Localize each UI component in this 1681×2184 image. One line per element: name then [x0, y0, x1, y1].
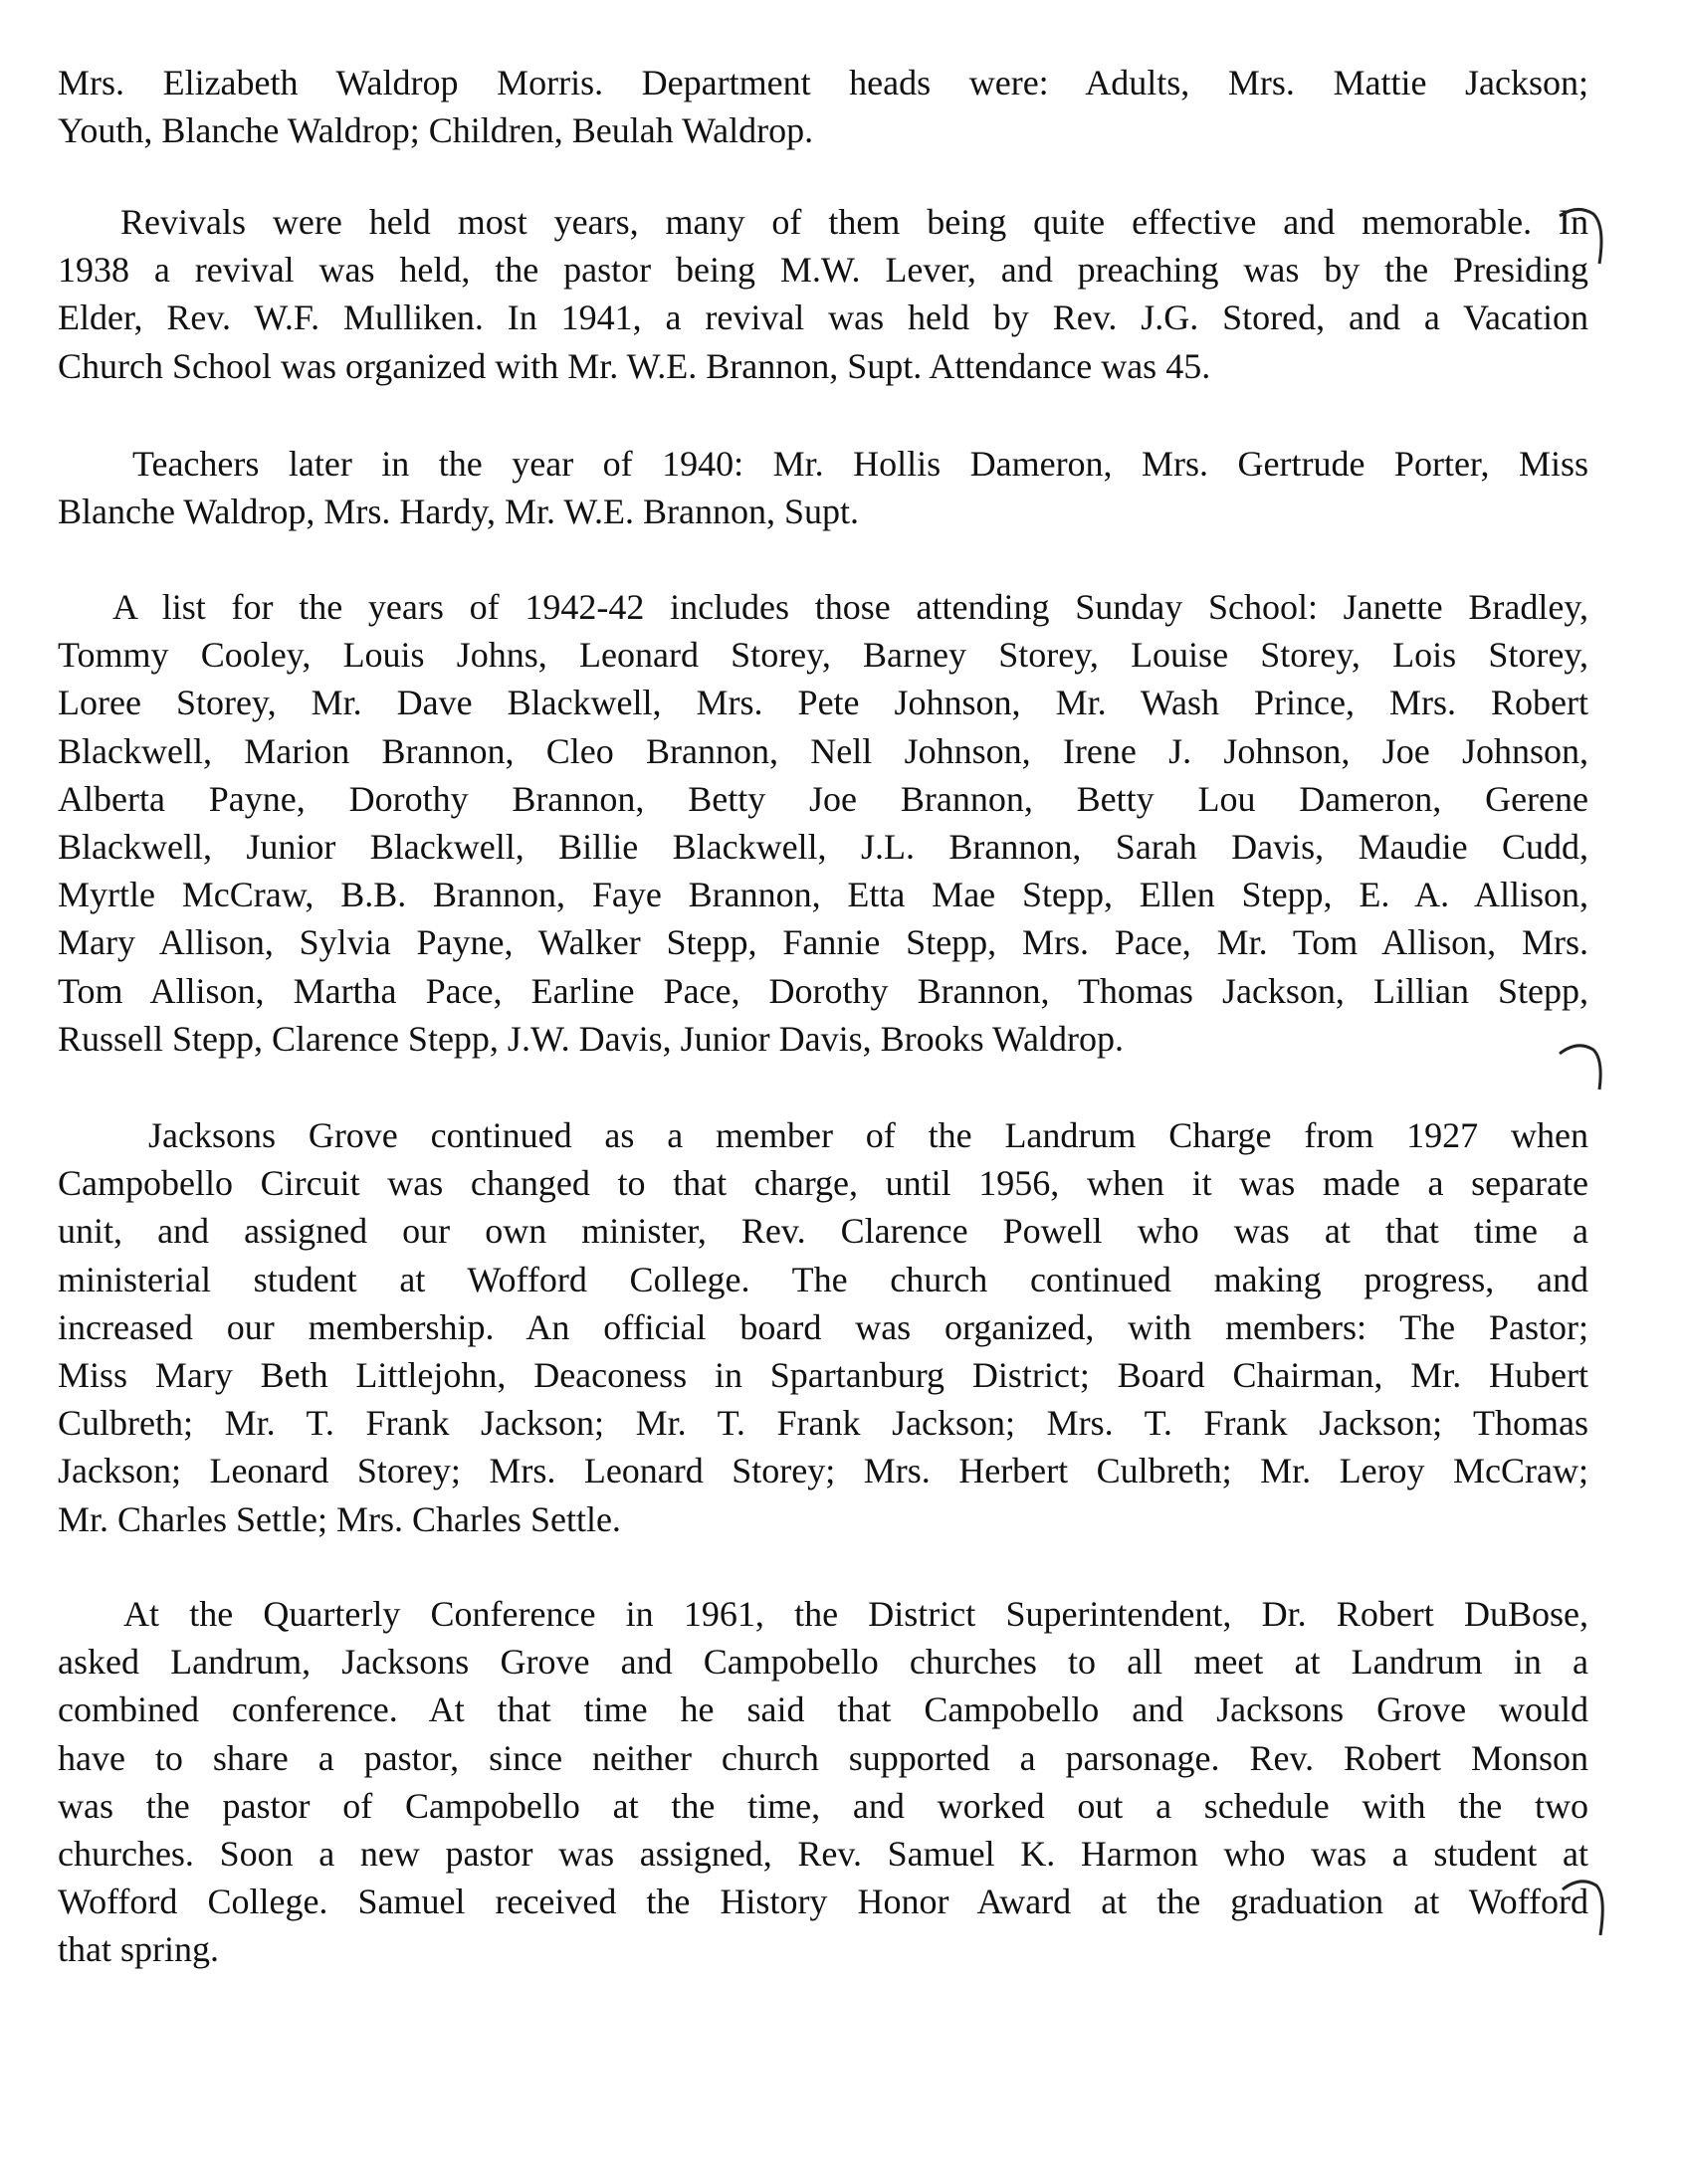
paragraph-quarterly-conference: [58, 1590, 1588, 1974]
text-line: Tom Allison, Martha Pace, Earline Pace, Dorothy Brannon, Thomas Jackson, Lillian Stepp,: [58, 970, 1588, 1011]
text-line: A list for the years of 1942-42 includes those attending Sunday School: Janette Bradley,: [112, 587, 1588, 627]
paragraph-landrum-charge: [58, 1111, 1588, 1543]
text-line: Youth, Blanche Waldrop; Children, Beulah Waldrop.: [58, 110, 814, 151]
text-line: ministerial student at Wofford College. The church continued making progress, and: [58, 1259, 1588, 1299]
text-line: Jackson; Leonard Storey; Mrs. Leonard Storey; Mrs. Herbert Culbreth; Mr. Leroy McCraw;: [58, 1451, 1588, 1491]
text-line: Blackwell, Junior Blackwell, Billie Blackwell, J.L. Brannon, Sarah Davis, Maudie Cudd,: [58, 826, 1588, 867]
paragraph-department-heads: [58, 59, 1588, 154]
text-line: Blackwell, Marion Brannon, Cleo Brannon, Nell Johnson, Irene J. Johnson, Joe Johnson,: [58, 730, 1588, 771]
text-line: asked Landrum, Jacksons Grove and Campobello churches to all meet at Landrum in a: [58, 1642, 1588, 1683]
text-line: Alberta Payne, Dorothy Brannon, Betty Joe Brannon, Betty Lou Dameron, Gerene: [58, 778, 1588, 819]
text-line: Church School was organized with Mr. W.E. Brannon, Supt. Attendance was 45.: [58, 345, 1211, 386]
text-line: At the Quarterly Conference in 1961, the District Superintendent, Dr. Robert DuBose,: [123, 1594, 1588, 1634]
paragraph-teachers-1940: [58, 440, 1588, 535]
text-line: Teachers later in the year of 1940: Mr. Hollis Dameron, Mrs. Gertrude Porter, Miss: [132, 444, 1588, 484]
text-line: Tommy Cooley, Louis Johns, Leonard Storey, Barney Storey, Louise Storey, Lois Storey,: [58, 635, 1588, 676]
text-line: Revivals were held most years, many of them being quite effective and memorable. In: [120, 202, 1588, 242]
text-line: Jacksons Grove continued as a member of the Landrum Charge from 1927 when: [148, 1115, 1588, 1155]
text-line: was the pastor of Campobello at the time, and worked out a schedule with the two: [58, 1785, 1588, 1826]
page-curl-mark: [1561, 1876, 1610, 1945]
text-line: Wofford College. Samuel received the History Honor Award at the graduation at Wofford: [58, 1882, 1588, 1922]
text-line: combined conference. At that time he said that Campobello and Jacksons Grove would: [58, 1689, 1588, 1730]
text-line: 1938 a revival was held, the pastor being M.W. Lever, and preaching was by the Presiding: [58, 250, 1588, 291]
text-line: Miss Mary Beth Littlejohn, Deaconess in Spartanburg District; Board Chairman, Mr. Hubert: [58, 1354, 1588, 1395]
text-line: Culbreth; Mr. T. Frank Jackson; Mr. T. Frank Jackson; Mrs. T. Frank Jackson; Thomas: [58, 1403, 1588, 1444]
paragraph-sunday-school-list: [58, 583, 1588, 1063]
text-line: Blanche Waldrop, Mrs. Hardy, Mr. W.E. Brannon, Supt.: [58, 492, 860, 532]
text-line: Elder, Rev. W.F. Mulliken. In 1941, a revival was held by Rev. J.G. Stored, and a Vacation: [58, 298, 1588, 338]
text-line: Mr. Charles Settle; Mrs. Charles Settle.: [58, 1498, 621, 1539]
paragraph-revivals: [58, 198, 1588, 390]
text-line: increased our membership. An official board was organized, with members: The Pastor;: [58, 1306, 1588, 1347]
text-line: Mary Allison, Sylvia Payne, Walker Stepp, Fannie Stepp, Mrs. Pace, Mr. Tom Allison, Mrs.: [58, 922, 1588, 963]
text-line: Myrtle McCraw, B.B. Brannon, Faye Brannon, Etta Mae Stepp, Ellen Stepp, E. A. Allison,: [58, 875, 1588, 915]
page-curl-mark: [1558, 1040, 1607, 1099]
page-curl-mark: [1558, 204, 1607, 279]
text-line: Mrs. Elizabeth Waldrop Morris. Department heads were: Adults, Mrs. Mattie Jackson;: [58, 63, 1588, 102]
text-line: Loree Storey, Mr. Dave Blackwell, Mrs. Pete Johnson, Mr. Wash Prince, Mrs. Robert: [58, 683, 1588, 723]
text-line: have to share a pastor, since neither church supported a parsonage. Rev. Robert Monson: [58, 1737, 1588, 1778]
text-line: Russell Stepp, Clarence Stepp, J.W. Davis, Junior Davis, Brooks Waldrop.: [58, 1018, 1125, 1059]
text-line: Campobello Circuit was changed to that charge, until 1956, when it was made a separate: [58, 1163, 1588, 1204]
text-line: churches. Soon a new pastor was assigned, Rev. Samuel K. Harmon who was a student at: [58, 1833, 1588, 1874]
text-line: unit, and assigned our own minister, Rev. Clarence Powell who was at that time a: [58, 1211, 1588, 1252]
text-line: that spring.: [58, 1929, 219, 1970]
